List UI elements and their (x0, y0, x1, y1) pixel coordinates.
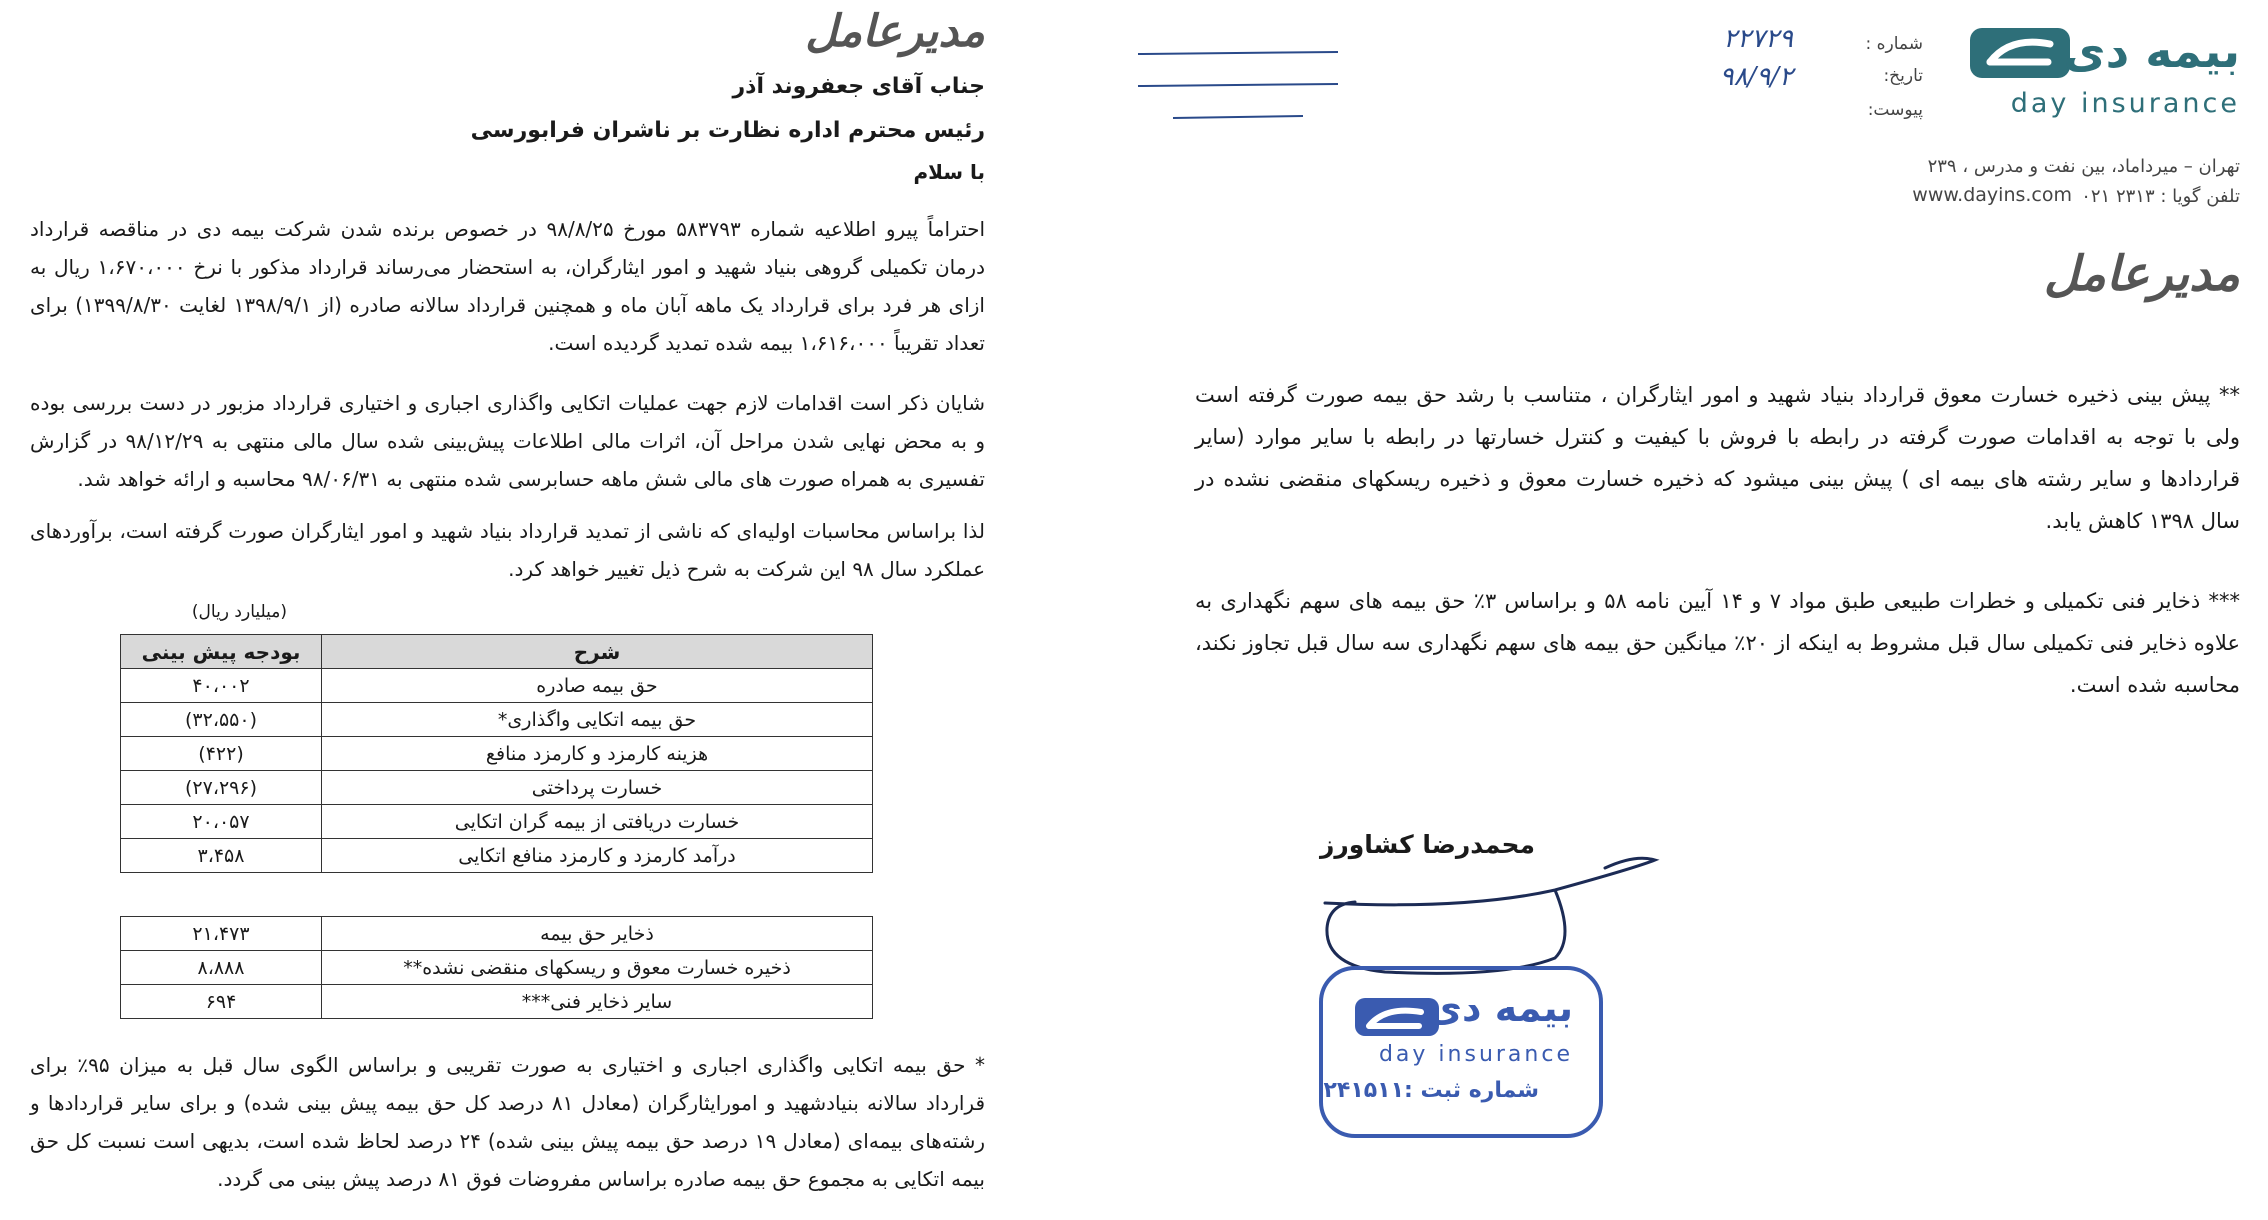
cell-val: ۲۰،۰۵۷ (121, 805, 322, 839)
cell-val: ۲۱،۴۷۳ (121, 917, 322, 951)
cell-desc: ذخیره خسارت معوق و ریسکهای منقضی نشده** (322, 951, 873, 985)
table-row (121, 805, 873, 839)
stamp-text-fa: بیمه دی (1427, 986, 1573, 1030)
handwritten-header: مدیرعامل (805, 6, 985, 57)
table-row (121, 669, 873, 703)
logo-text-en: day insurance (2010, 88, 2240, 119)
paragraph-2: شایان ذکر است اقدامات لازم جهت عملیات اتکایی واگذاری اجباری و اختیاری قرارداد مزبور در دست بررسی بوده و به محض نهایی شدن مراحل آن، اثرات مالی اطلاعات پیش‌بینی شده سال مالی منتهی به ۹۸/۱۲/۲۹ در گزارش تفسیری به همراه صورت های مالی شش ماهه حسابرسی شده منتهی به ۹۸/۰۶/۳۱ محاسبه و ارائه خواهد شد. (30, 391, 986, 491)
company-stamp (1319, 966, 1603, 1138)
website: www.dayins.com (1912, 184, 2072, 206)
footnote: * حق بیمه اتکایی واگذاری اجباری و اختیاری به صورت تقریبی و براساس الگوی سال قبل به میزان ۹۵٪ برای قرارداد سالانه بنیادشهید و امورایثارگران (معادل ۸۱ درصد کل حق بیمه پیش بینی شده) و برای سایر قراردادها و رشته‌های بیمه‌ای (معادل ۱۹ درصد حق بیمه پیش بینی شده) ۲۴ درصد لحاظ شده است، بدیهی است نسبت کل حق بیمه اتکایی به مجموع حق بیمه صادره براساس مفروضات فوق ۸۱ درصد پیش بینی می گردد. (30, 1053, 986, 1191)
cell-desc: خسارت پرداختی (322, 771, 873, 805)
cell-val: (۴۲۲) (121, 737, 322, 771)
phone: تلفن گویا : ۲۳۱۳ ۰۲۱ (2081, 186, 2240, 207)
table-row (121, 951, 873, 985)
note-triple-star: *** ذخایر فنی تکمیلی و خطرات طبیعی طبق مواد ۷ و ۱۴ آیین نامه ۵۸ و براساس ۳٪ حق بیمه های سهم نگهداری به علاوه ذخایر فنی تکمیلی سال قبل مشروط به اینکه از ۲۰٪ میانگین حق بیمه های سهم نگهداری سه سال قبل تجاوز نکند، محاسبه شده است. (1195, 589, 2241, 697)
attachment-label: پیوست: (1867, 100, 1923, 120)
table-unit: (میلیارد ریال) (191, 602, 287, 622)
paragraph-1: احتراماً پیرو اطلاعیه شماره ۵۸۳۷۹۳ مورخ ۹۸/۸/۲۵ در خصوص برنده شدن شرکت بیمه دی در مناقصه قرارداد درمان تکمیلی گروهی بنیاد شهید و امور ایثارگران، به استحضار می‌رساند قرارداد مذکور با نرخ ۱،۶۷۰،۰۰۰ ریال به ازای هر فرد برای قرارداد یک ماهه آبان ماه و همچنین قرارداد سالانه صادره (از ۱۳۹۸/۹/۱ لغایت ۱۳۹۹/۸/۳۰) برای تعداد تقریباً ۱،۶۱۶،۰۰۰ بیمه شده تمدید گردیده است. (30, 217, 986, 355)
budget-table-2 (120, 916, 873, 1019)
cell-desc: هزینه کارمزد و کارمزد منافع (322, 737, 873, 771)
table-header-row (121, 635, 873, 669)
cell-val: ۴۰،۰۰۲ (121, 669, 322, 703)
date-label: تاریخ: (1883, 66, 1923, 86)
cell-val: ۳،۴۵۸ (121, 839, 322, 873)
company-logo (1970, 22, 2240, 122)
left-page (0, 0, 1045, 1220)
cell-val: ۶۹۴ (121, 985, 322, 1019)
budget-table-1 (120, 634, 873, 873)
ref-underline-icon (1133, 42, 1353, 122)
number-value: ۲۲۷۲۹ (1723, 24, 1793, 54)
table-row (121, 985, 873, 1019)
signature-icon (1315, 848, 1675, 978)
cell-val: (۳۲،۵۵۰) (121, 703, 322, 737)
header-description: شرح (322, 635, 873, 669)
greeting: با سلام (913, 160, 985, 184)
addressee-name: جناب آقای جعفروند آذر (732, 74, 985, 99)
table-row (121, 771, 873, 805)
cell-desc: درآمد کارمزد و کارمزد منافع اتکایی (322, 839, 873, 873)
cell-val: (۲۷،۲۹۶) (121, 771, 322, 805)
table-row (121, 839, 873, 873)
logo-text-fa: بیمه دی (2063, 24, 2240, 78)
stamp-registration: شماره ثبت :۲۴۱۵۱۱ (1323, 1078, 1539, 1103)
header-budget: بودجه پیش بینی (121, 635, 322, 669)
cell-desc: ذخایر حق بیمه (322, 917, 873, 951)
cell-desc: حق بیمه اتکایی واگذاری* (322, 703, 873, 737)
cell-val: ۸،۸۸۸ (121, 951, 322, 985)
cell-desc: سایر ذخایر فنی*** (322, 985, 873, 1019)
handwritten-header-right: مدیرعامل (2043, 246, 2240, 302)
table-row (121, 737, 873, 771)
number-label: شماره : (1865, 34, 1923, 54)
date-value: ۹۸/۹/۲ (1719, 62, 1793, 92)
cell-desc: خسارت دریافتی از بیمه گران اتکایی (322, 805, 873, 839)
address: تهران – میرداماد، بین نفت و مدرس ، ۲۳۹ (1927, 156, 2240, 177)
addressee-title: رئیس محترم اداره نظارت بر ناشران فرابورسی (470, 118, 985, 143)
table-row (121, 917, 873, 951)
table-row (121, 703, 873, 737)
stamp-text-en: day insurance (1378, 1042, 1573, 1067)
signer-name: محمدرضا کشاورز (1319, 830, 1535, 859)
right-page (1045, 0, 2268, 1220)
cell-desc: حق بیمه صادره (322, 669, 873, 703)
note-double-star: ** پیش بینی ذخیره خسارت معوق قرارداد بنیاد شهید و امور ایثارگران ، متناسب با رشد حق بیمه صورت گرفته است ولی با توجه به اقدامات صورت گرفته در رابطه با فروش با کیفیت و کنترل خسارتها در رابطه با سایر موارد (سایر قراردادها و سایر رشته های بیمه ای ) پیش بینی میشود که ذخیره خسارت معوق و ذخیره ریسکهای منقضی نشده در سال ۱۳۹۸ کاهش یابد. (1195, 383, 2240, 533)
paragraph-3: لذا براساس محاسبات اولیه‌ای که ناشی از تمدید قرارداد بنیاد شهید و امور ایثارگران صورت گرفته است، برآوردهای عملکرد سال ۹۸ این شرکت به شرح ذیل تغییر خواهد کرد. (30, 519, 985, 581)
